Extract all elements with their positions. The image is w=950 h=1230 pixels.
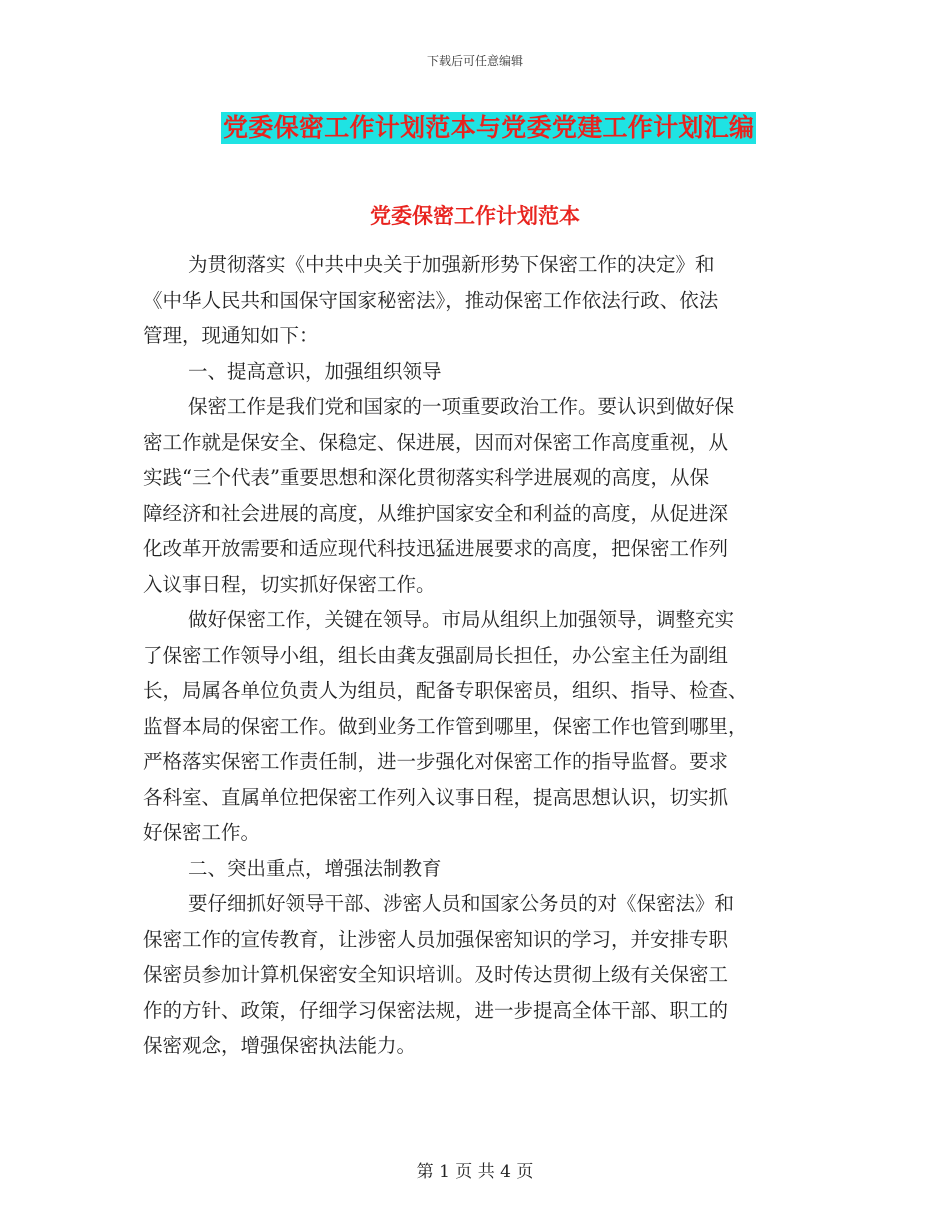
body-line: 保密工作的宣传教育，让涉密人员加强保密知识的学习，并安排专职	[143, 927, 729, 951]
body-line: 保密观念，增强保密执法能力。	[143, 1034, 417, 1057]
body-line: 做好保密工作，关键在领导。市局从组织上加强领导，调整充实	[188, 608, 735, 631]
header-note: 下载后可任意编辑	[426, 54, 523, 68]
body-line: 长，局属各单位负责人为组员，配备专职保密员，组织、指导、检查、	[143, 679, 748, 702]
body-line: 保密工作是我们党和国家的一项重要政治工作。要认识到做好保	[188, 395, 735, 418]
body-line: 密工作就是保安全、保稳定、保进展，因而对保密工作高度重视，从	[143, 430, 729, 454]
body-line: 入议事日程，切实抓好保密工作。	[143, 572, 436, 596]
body-text	[143, 247, 803, 1064]
body-line: 要仔细抓好领导干部、涉密人员和国家公务员的对《保密法》和	[188, 892, 735, 915]
body-line: 保密员参加计算机保密安全知识培训。及时传达贯彻上级有关保密工	[143, 963, 729, 986]
body-line: 了保密工作领导小组，组长由龚友强副局长担任，办公室主任为副组	[143, 643, 729, 667]
body-line: 实践“三个代表”重要思想和深化贯彻落实科学进展观的高度，从保	[143, 466, 709, 489]
body-line: 作的方针、政策，仔细学习保密法规，进一步提高全体干部、职工的	[143, 998, 729, 1022]
body-line: 《中华人民共和国保守国家秘密法》，推动保密工作依法行政、依法	[143, 288, 719, 312]
document-title: 党委保密工作计划范本与党委党建工作计划汇编	[223, 113, 755, 142]
body-line: 各科室、直属单位把保密工作列入议事日程，提高思想认识，切实抓	[143, 785, 729, 809]
section-title: 党委保密工作计划范本	[370, 203, 580, 228]
page-number: 第 1 页 共 4 页	[416, 1162, 534, 1182]
heading-line: 二、突出重点，增强法制教育	[188, 856, 442, 880]
body-line: 障经济和社会进展的高度，从维护国家安全和利益的高度，从促进深	[143, 501, 729, 525]
body-line: 好保密工作。	[143, 821, 261, 844]
body-line: 严格落实保密工作责任制，进一步强化对保密工作的指导监督。要求	[143, 750, 729, 773]
body-line: 管理，现通知如下：	[143, 324, 319, 347]
body-line: 为贯彻落实《中共中央关于加强新形势下保密工作的决定》和	[188, 253, 715, 276]
body-line: 化改革开放需要和适应现代科技迅猛进展要求的高度，把保密工作列	[143, 537, 729, 560]
body-line: 监督本局的保密工作。做到业务工作管到哪里，保密工作也管到哪里，	[143, 714, 748, 738]
heading-line: 一、提高意识，加强组织领导	[188, 359, 442, 383]
